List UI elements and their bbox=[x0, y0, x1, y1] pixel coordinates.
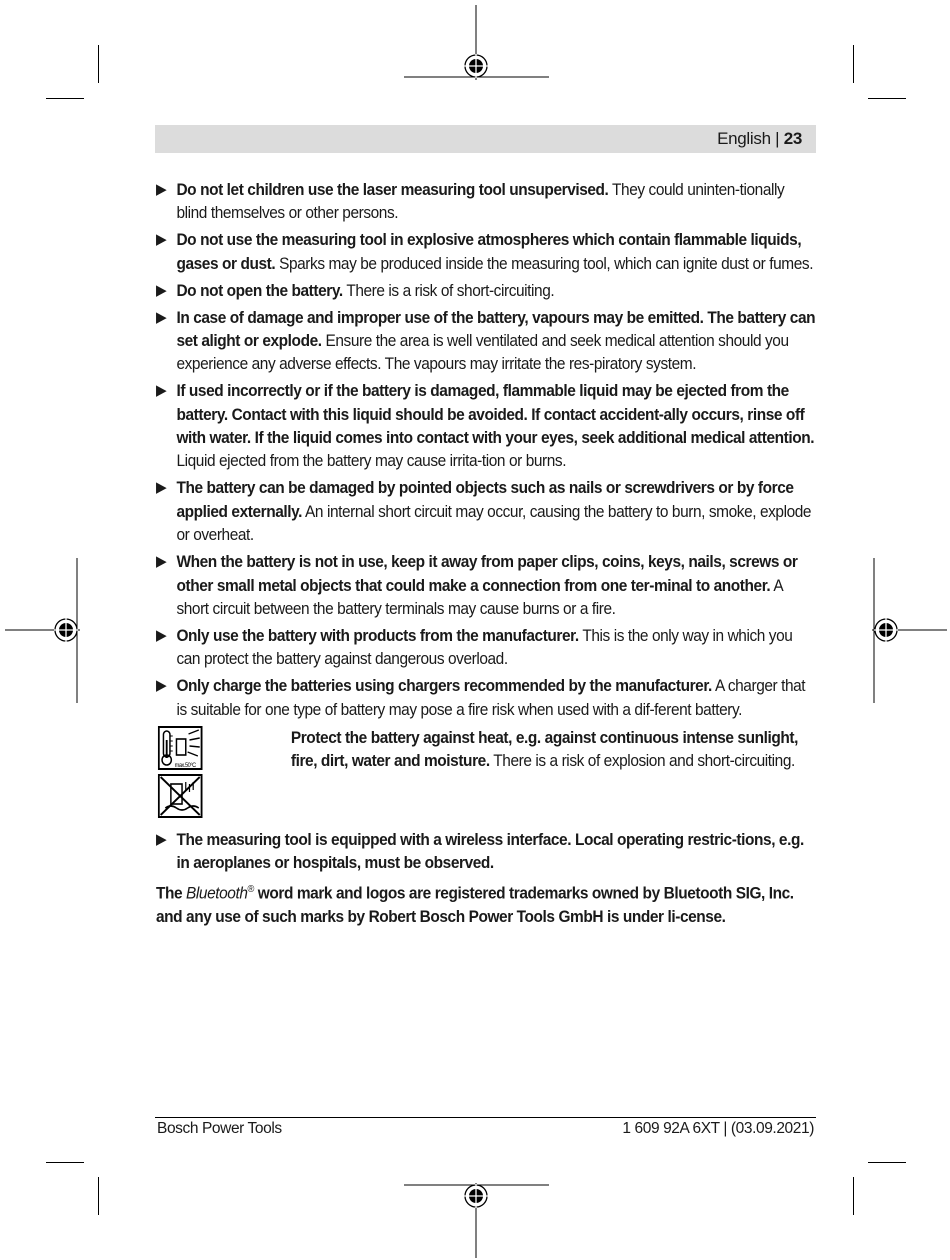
registered-mark: ® bbox=[247, 884, 254, 896]
warning-text: This is the only way in which you can protect the battery against dangerous overload. bbox=[176, 625, 793, 669]
warning-text: A short circuit between the battery terminals may cause burns or a fire. bbox=[176, 575, 783, 618]
wireless-warning: The measuring tool is equipped with a wireless interface. Local operating restric-tions, e.g. in aeroplanes or hospitals, must be observed. bbox=[176, 829, 804, 873]
warning-bold: The battery can be damaged by pointed objects such as nails or screwdrivers or by force applied externally. bbox=[176, 478, 794, 521]
warning-bold: If used incorrectly or if the battery is damaged, flammable liquid may be ejected from the battery. Contact with this liquid should be avoided. If contact accident-ally occurs, rinse off with water. If the liquid comes into contact with your eyes, seek additional medical attention. bbox=[176, 381, 815, 448]
warning-bold: In case of damage and improper use of the battery, vapours may be emitted. The battery can set alight or explode. bbox=[176, 307, 816, 350]
crop-mark bbox=[853, 1177, 854, 1215]
list-item bbox=[156, 178, 816, 225]
trademark-rest: word mark and logos are registered trademarks owned by Bluetooth SIG, Inc. and any use of such marks by Robert Bosch Power Tools GmbH is under li-cense. bbox=[156, 883, 794, 927]
heat-warning-bold: Protect the battery against heat, e.g. against continuous intense sunlight, fire, dirt, water and moisture. bbox=[290, 727, 798, 771]
bullet-arrow-icon: ▶ bbox=[156, 830, 167, 848]
heat-warning-normal: There is a risk of explosion and short-circuiting. bbox=[489, 751, 795, 771]
crop-mark bbox=[46, 98, 84, 99]
crop-mark bbox=[868, 98, 906, 99]
list-item bbox=[156, 306, 816, 376]
list-item bbox=[156, 550, 816, 620]
header-language: English | bbox=[717, 129, 784, 148]
bullet-arrow-icon: ▶ bbox=[156, 231, 167, 249]
list-item bbox=[156, 624, 816, 671]
crop-mark bbox=[98, 1177, 99, 1215]
trademark-notice bbox=[156, 878, 816, 928]
warning-text: Ensure the area is well ventilated and seek medical attention should you experience any adverse effects. The vapours may irritate the res-piratory system. bbox=[176, 330, 789, 374]
header-label bbox=[717, 129, 802, 149]
bullet-arrow-icon: ▶ bbox=[156, 181, 167, 198]
footer-divider bbox=[155, 1117, 816, 1118]
list-item bbox=[156, 279, 816, 302]
bullet-arrow-icon: ▶ bbox=[156, 308, 167, 326]
page-header bbox=[155, 125, 816, 153]
crop-mark bbox=[46, 1162, 84, 1163]
list-item bbox=[156, 828, 816, 875]
crop-mark bbox=[98, 45, 99, 83]
brand-name: Bluetooth bbox=[186, 883, 248, 903]
heat-warning-block bbox=[156, 726, 816, 826]
safety-instructions bbox=[156, 178, 816, 929]
registration-mark-icon bbox=[404, 5, 549, 80]
warning-bold: Do not open the battery. bbox=[176, 280, 343, 300]
page-number: 23 bbox=[783, 129, 802, 148]
bullet-arrow-icon: ▶ bbox=[156, 626, 167, 644]
warning-text: There is a risk of short-circuiting. bbox=[342, 280, 555, 300]
list-item bbox=[156, 476, 816, 546]
warning-bold: Only use the battery with products from the manufacturer. bbox=[176, 625, 579, 645]
warning-text: A charger that is suitable for one type of battery may pose a fire risk when used with a dif-ferent battery. bbox=[176, 676, 806, 719]
max-temperature-label: max.50°C bbox=[174, 762, 196, 770]
crop-mark bbox=[868, 1162, 906, 1163]
warning-bold: Do not let children use the laser measuring tool unsupervised. bbox=[176, 180, 609, 199]
registration-mark-icon bbox=[404, 1183, 549, 1258]
bullet-arrow-icon: ▶ bbox=[156, 382, 167, 400]
warning-bold: Do not use the measuring tool in explosive atmospheres which contain flammable liquids, gases or dust. bbox=[176, 230, 802, 273]
list-item bbox=[156, 674, 816, 721]
bullet-arrow-icon: ▶ bbox=[156, 281, 167, 299]
footer-doc-number: 1 609 92A 6XT | (03.09.2021) bbox=[622, 1120, 814, 1137]
no-water-icon bbox=[158, 774, 203, 818]
warning-bold: Only charge the batteries using chargers recommended by the manufacturer. bbox=[176, 676, 712, 696]
trademark-prefix: The bbox=[156, 883, 187, 903]
bullet-arrow-icon: ▶ bbox=[156, 479, 167, 497]
registration-mark-icon bbox=[872, 558, 947, 703]
footer-company: Bosch Power Tools bbox=[157, 1120, 282, 1137]
warning-text: They could uninten-tionally blind themselves or other persons. bbox=[176, 180, 785, 223]
list-item bbox=[156, 379, 816, 473]
max-temperature-icon bbox=[158, 726, 203, 770]
warning-bold: When the battery is not in use, keep it away from paper clips, coins, keys, nails, screws or other small metal objects that could make a connection from one ter-minal to another. bbox=[176, 552, 798, 595]
crop-mark bbox=[853, 45, 854, 83]
bullet-arrow-icon: ▶ bbox=[156, 553, 167, 571]
warning-text: An internal short circuit may occur, causing the battery to burn, smoke, explode or overheat. bbox=[176, 501, 812, 545]
list-item bbox=[156, 228, 816, 275]
registration-mark-icon bbox=[5, 558, 80, 703]
heat-warning-text bbox=[291, 726, 816, 773]
warning-text: Sparks may be produced inside the measuring tool, which can ignite dust or fumes. bbox=[275, 253, 814, 273]
bullet-arrow-icon: ▶ bbox=[156, 677, 167, 695]
warning-text: Liquid ejected from the battery may cause irrita-tion or burns. bbox=[176, 451, 567, 471]
